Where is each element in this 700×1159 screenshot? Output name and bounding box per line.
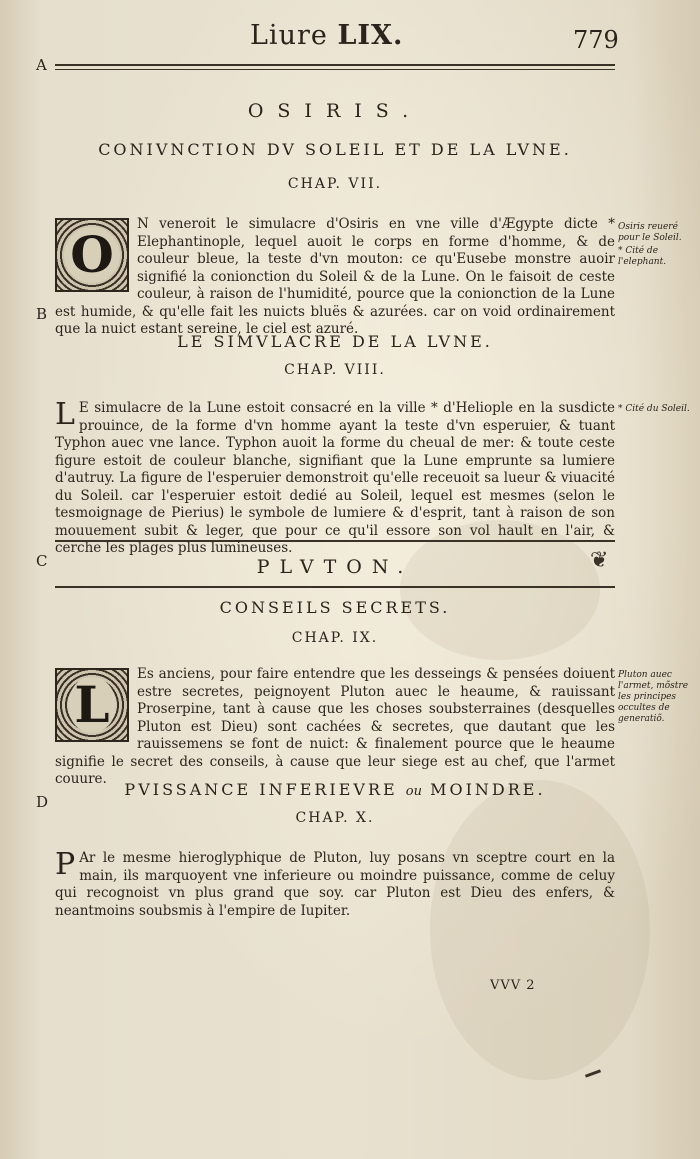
section-rule <box>55 586 615 588</box>
section-subtitle-conjunction: CONIVNCTION DV SOLEIL ET DE LA LVNE. <box>98 140 572 159</box>
paragraph-chap-9 <box>55 666 615 789</box>
paragraph-text: E simulacre de la Lune estoit consacré en la ville * d'Heliople en la susdicte prouince, de la forme d'vn homme ayant la teste d'vn esperuier, & tuant Typhon auec vne lance. Typhon auoit la forme du cheual de mer: & toute ceste figure estoit de couleur blanche, signifiant que la Lune emprunte sa lumiere d'autruy. La figure de l'esperuier demonstroit qu'elle receuoit sa lueur & viuacité du Soleil. car l'esperuier estoit dedié au Soleil, lequel est mesmes (selon le tesmoignage de Pierius) le symbole de lumiere & d'esprit, tant à raison de son mouuement subit & leger, que pour ce qu'il essore son vol hault en l'air, & cerche les plages plus lumineuses. <box>55 400 615 556</box>
paragraph-chap-7 <box>55 216 615 339</box>
section-title-pluto: PLVTON. <box>256 556 414 578</box>
running-head-numeral: LIX. <box>337 20 404 51</box>
ink-mark <box>585 1069 601 1077</box>
margin-note-pluto: Pluton auec l'armet, mõstre les principes occultes de generatiõ. <box>618 670 689 724</box>
paragraph-text: Ar le mesme hieroglyphique de Pluton, luy posans vn sceptre court en la main, ils marquoyent vne inferieure ou moindre puissance, comme de celuy qui recognoist vn plus grand que soy. car Pluton est Dieu des enfers, & neantmoins soubsmis à l'empire de Iupiter. <box>55 850 615 919</box>
chapter-heading-8: CHAP. VIII. <box>284 362 386 378</box>
section-title-osiris: OSIRIS. <box>247 100 423 122</box>
section-title-lesser-power <box>55 780 615 799</box>
initial-letter: L <box>68 677 115 733</box>
margin-letter-a: A <box>36 56 47 74</box>
paragraph-chap-10 <box>55 847 615 920</box>
section-subtitle-secrets: CONSEILS SECRETS. <box>219 598 451 617</box>
margin-letter-d: D <box>36 793 49 811</box>
paragraph-text: N veneroit le simulacre d'Osiris en vne ville d'Ægypte dicte * Elephantinople, lequel auoit le corps en forme d'homme, & de couleur bleue, la teste d'vn mouton: ce qu'Eusebe monstre auoir signifié la conionction du Soleil & de la Lune. On le faisoit de ceste couleur, à raison de l'humidité, pource que la conionction de la Lune est humide, & qu'elle fait les nuicts bluës & azurées. car on void ordinairement que la nuict estant sereine, le ciel est azuré. <box>55 216 615 337</box>
title-part-a: PVISSANCE INFERIEVRE <box>124 780 398 799</box>
title-conjunction: ou <box>405 784 422 799</box>
section-title-moon: LE SIMVLACRE DE LA LVNE. <box>177 332 493 351</box>
margin-note-sun-city: * Cité du Soleil. <box>618 404 690 414</box>
section-rule <box>55 540 615 542</box>
margin-note-elephant: * Cité de l'elephant. <box>618 246 667 267</box>
initial-letter: O <box>64 227 120 283</box>
margin-letter-b: B <box>36 305 48 323</box>
decorated-initial <box>55 218 129 292</box>
initial-letter: P <box>55 847 76 882</box>
flower-ornament-icon: ❦ <box>590 548 609 573</box>
initial-letter: L <box>55 397 75 432</box>
chapter-heading-10: CHAP. X. <box>295 810 375 826</box>
signature-mark: VVV 2 <box>490 978 536 993</box>
title-part-b: MOINDRE. <box>430 780 546 799</box>
chapter-heading-7: CHAP. VII. <box>287 176 383 192</box>
chapter-heading-9: CHAP. IX. <box>291 630 379 646</box>
margin-letter-c: C <box>36 552 48 570</box>
header-rule <box>55 64 615 66</box>
paragraph-chap-8 <box>55 397 615 558</box>
paragraph-text: Es anciens, pour faire entendre que les desseings & pensées doiuent estre secretes, peignoyent Pluton auec le heaume, & rauissant Proserpine, tant à cause que les choses soubsterraines (desquelles Pluton est Dieu) sont cachées & secretes, que dautant que les rauissemens se font de nuict: & finalement pource que le heaume signifie le secret des conseils, à cause que leur siege est au chef, que l'armet couure. <box>55 666 615 787</box>
running-head-prefix: Liure <box>250 20 328 51</box>
running-head <box>250 20 403 51</box>
folio-number: 779 <box>573 26 619 54</box>
decorated-initial <box>55 668 129 742</box>
margin-note-osiris: Osiris reueré pour le Soleil. <box>618 222 682 243</box>
